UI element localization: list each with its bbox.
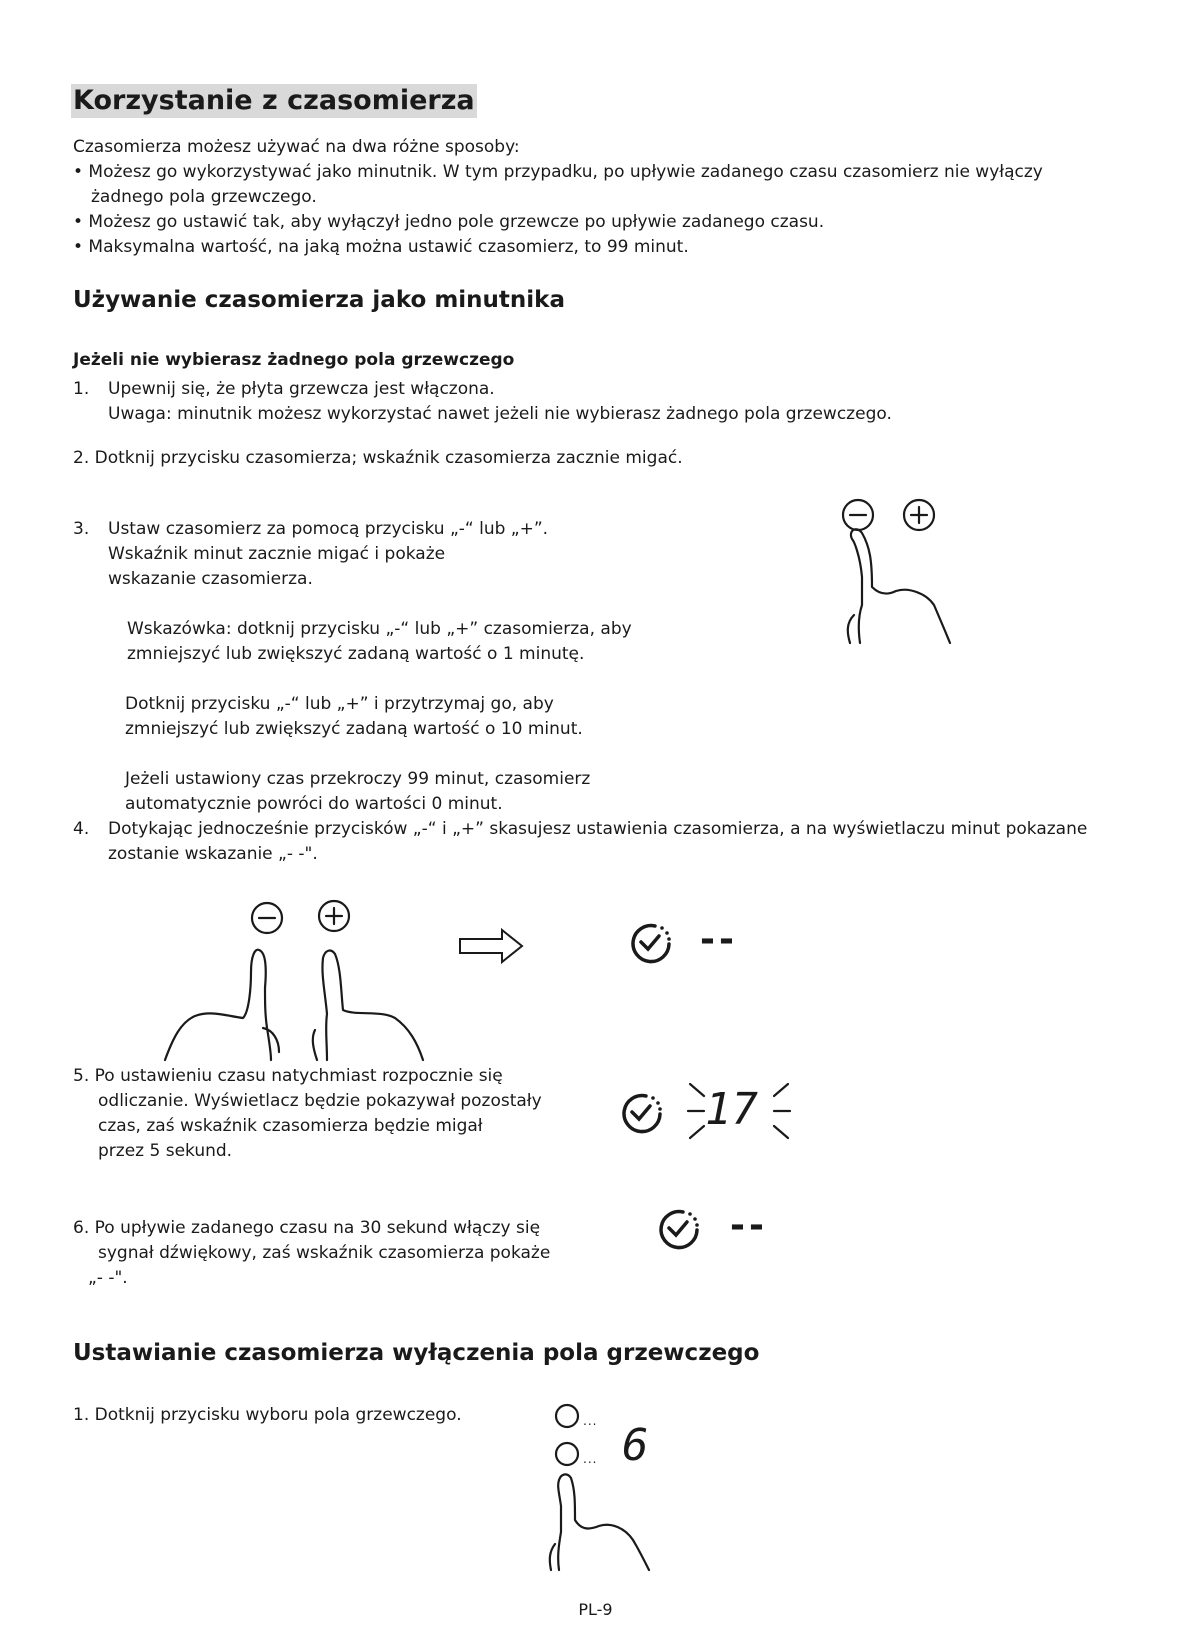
- timer-icon: [618, 1088, 668, 1138]
- minus-button-icon: [843, 500, 873, 530]
- step3-text: Ustaw czasomierz za pomocą przycisku „-“ lub „+”.: [108, 519, 549, 539]
- step3-number: 3.: [73, 519, 90, 539]
- section-heading-minute-timer: Używanie czasomierza jako minutnika: [73, 287, 565, 313]
- zone-button-icon: [556, 1405, 578, 1427]
- subheading-no-zone: Jeżeli nie wybierasz żadnego pola grzewczego: [73, 350, 515, 370]
- plus-button-icon: [904, 500, 934, 530]
- intro-bullet: • Możesz go ustawić tak, aby wyłączył jedno pole grzewcze po upływie zadanego czasu.: [73, 212, 825, 232]
- zone-dots: ...: [583, 1452, 598, 1466]
- tip-1: Wskazówka: dotknij przycisku „-“ lub „+” czasomierza, aby: [127, 619, 632, 639]
- plus-button-icon: [319, 901, 349, 931]
- tip-2: zmniejszyć lub zwiększyć zadaną wartość o 10 minut.: [125, 719, 583, 739]
- display-dashes: --: [730, 1205, 768, 1246]
- step3-text: wskazanie czasomierza.: [108, 569, 313, 589]
- step6-text: sygnał dźwiękowy, zaś wskaźnik czasomierza pokaże: [98, 1243, 551, 1263]
- zone-dots: ...: [583, 1414, 598, 1428]
- tip-1: zmniejszyć lub zwiększyć zadaną wartość o 1 minutę.: [127, 644, 585, 664]
- step1-text: Upewnij się, że płyta grzewcza jest włączona.: [108, 379, 495, 399]
- section-heading-zone-timer: Ustawianie czasomierza wyłączenia pola grzewczego: [73, 1340, 760, 1366]
- step4-text: Dotykając jednocześnie przycisków „-“ i „+” skasujesz ustawienia czasomierza, a na wyświetlaczu minut pokazane: [108, 819, 1088, 839]
- display-zone-level: 6: [622, 1420, 649, 1471]
- intro-bullet-continuation: żadnego pola grzewczego.: [91, 187, 317, 207]
- minus-button-icon: [252, 903, 282, 933]
- display-dashes: --: [700, 919, 738, 960]
- step5-text: odliczanie. Wyświetlacz będzie pokazywał pozostały: [98, 1091, 542, 1111]
- arrow-right-icon: [458, 928, 526, 964]
- zone-step1-text: 1. Dotknij przycisku wyboru pola grzewczego.: [73, 1405, 462, 1425]
- display-countdown: 17: [705, 1084, 758, 1135]
- step6-text: 6. Po upływie zadanego czasu na 30 sekund włączy się: [73, 1218, 541, 1238]
- timer-icon: [627, 918, 677, 968]
- step1-note: Uwaga: minutnik możesz wykorzystać nawet jeżeli nie wybierasz żadnego pola grzewczego.: [108, 404, 892, 424]
- page-number: PL-9: [578, 1600, 613, 1619]
- timer-icon: [655, 1204, 705, 1254]
- tip-3: Jeżeli ustawiony czas przekroczy 99 minut, czasomierz: [125, 769, 591, 789]
- pointing-hand-icon: [848, 529, 950, 643]
- step1-number: 1.: [73, 379, 90, 399]
- intro-bullet: • Możesz go wykorzystywać jako minutnik. W tym przypadku, po upływie zadanego czasu czasomierz nie wyłączy: [73, 162, 1043, 182]
- step5-text: 5. Po ustawieniu czasu natychmiast rozpocznie się: [73, 1066, 503, 1086]
- tip-3: automatycznie powróci do wartości 0 minut.: [125, 794, 503, 814]
- pointing-hand-icon: [550, 1474, 649, 1570]
- tip-2: Dotknij przycisku „-“ lub „+” i przytrzymaj go, aby: [125, 694, 554, 714]
- step4-text: zostanie wskazanie „- -".: [108, 844, 318, 864]
- page-title: Korzystanie z czasomierza: [73, 85, 475, 116]
- step5-text: przez 5 sekund.: [98, 1141, 233, 1161]
- left-hand-icon: [165, 950, 279, 1060]
- intro-lead: Czasomierza możesz używać na dwa różne sposoby:: [73, 137, 520, 157]
- step6-text: „- -".: [88, 1268, 128, 1288]
- intro-bullet: • Maksymalna wartość, na jaką można ustawić czasomierz, to 99 minut.: [73, 237, 689, 257]
- figure-zone-select-touch: [545, 1400, 680, 1572]
- step5-text: czas, zaś wskaźnik czasomierza będzie migał: [98, 1116, 483, 1136]
- step2-text: 2. Dotknij przycisku czasomierza; wskaźnik czasomierza zacznie migać.: [73, 448, 683, 468]
- figure-two-hands-touch: [155, 892, 445, 1064]
- step4-number: 4.: [73, 819, 90, 839]
- right-hand-icon: [313, 951, 423, 1060]
- step3-text: Wskaźnik minut zacznie migać i pokaże: [108, 544, 446, 564]
- figure-minus-plus-touch: [830, 495, 970, 645]
- zone-button-icon: [556, 1443, 578, 1465]
